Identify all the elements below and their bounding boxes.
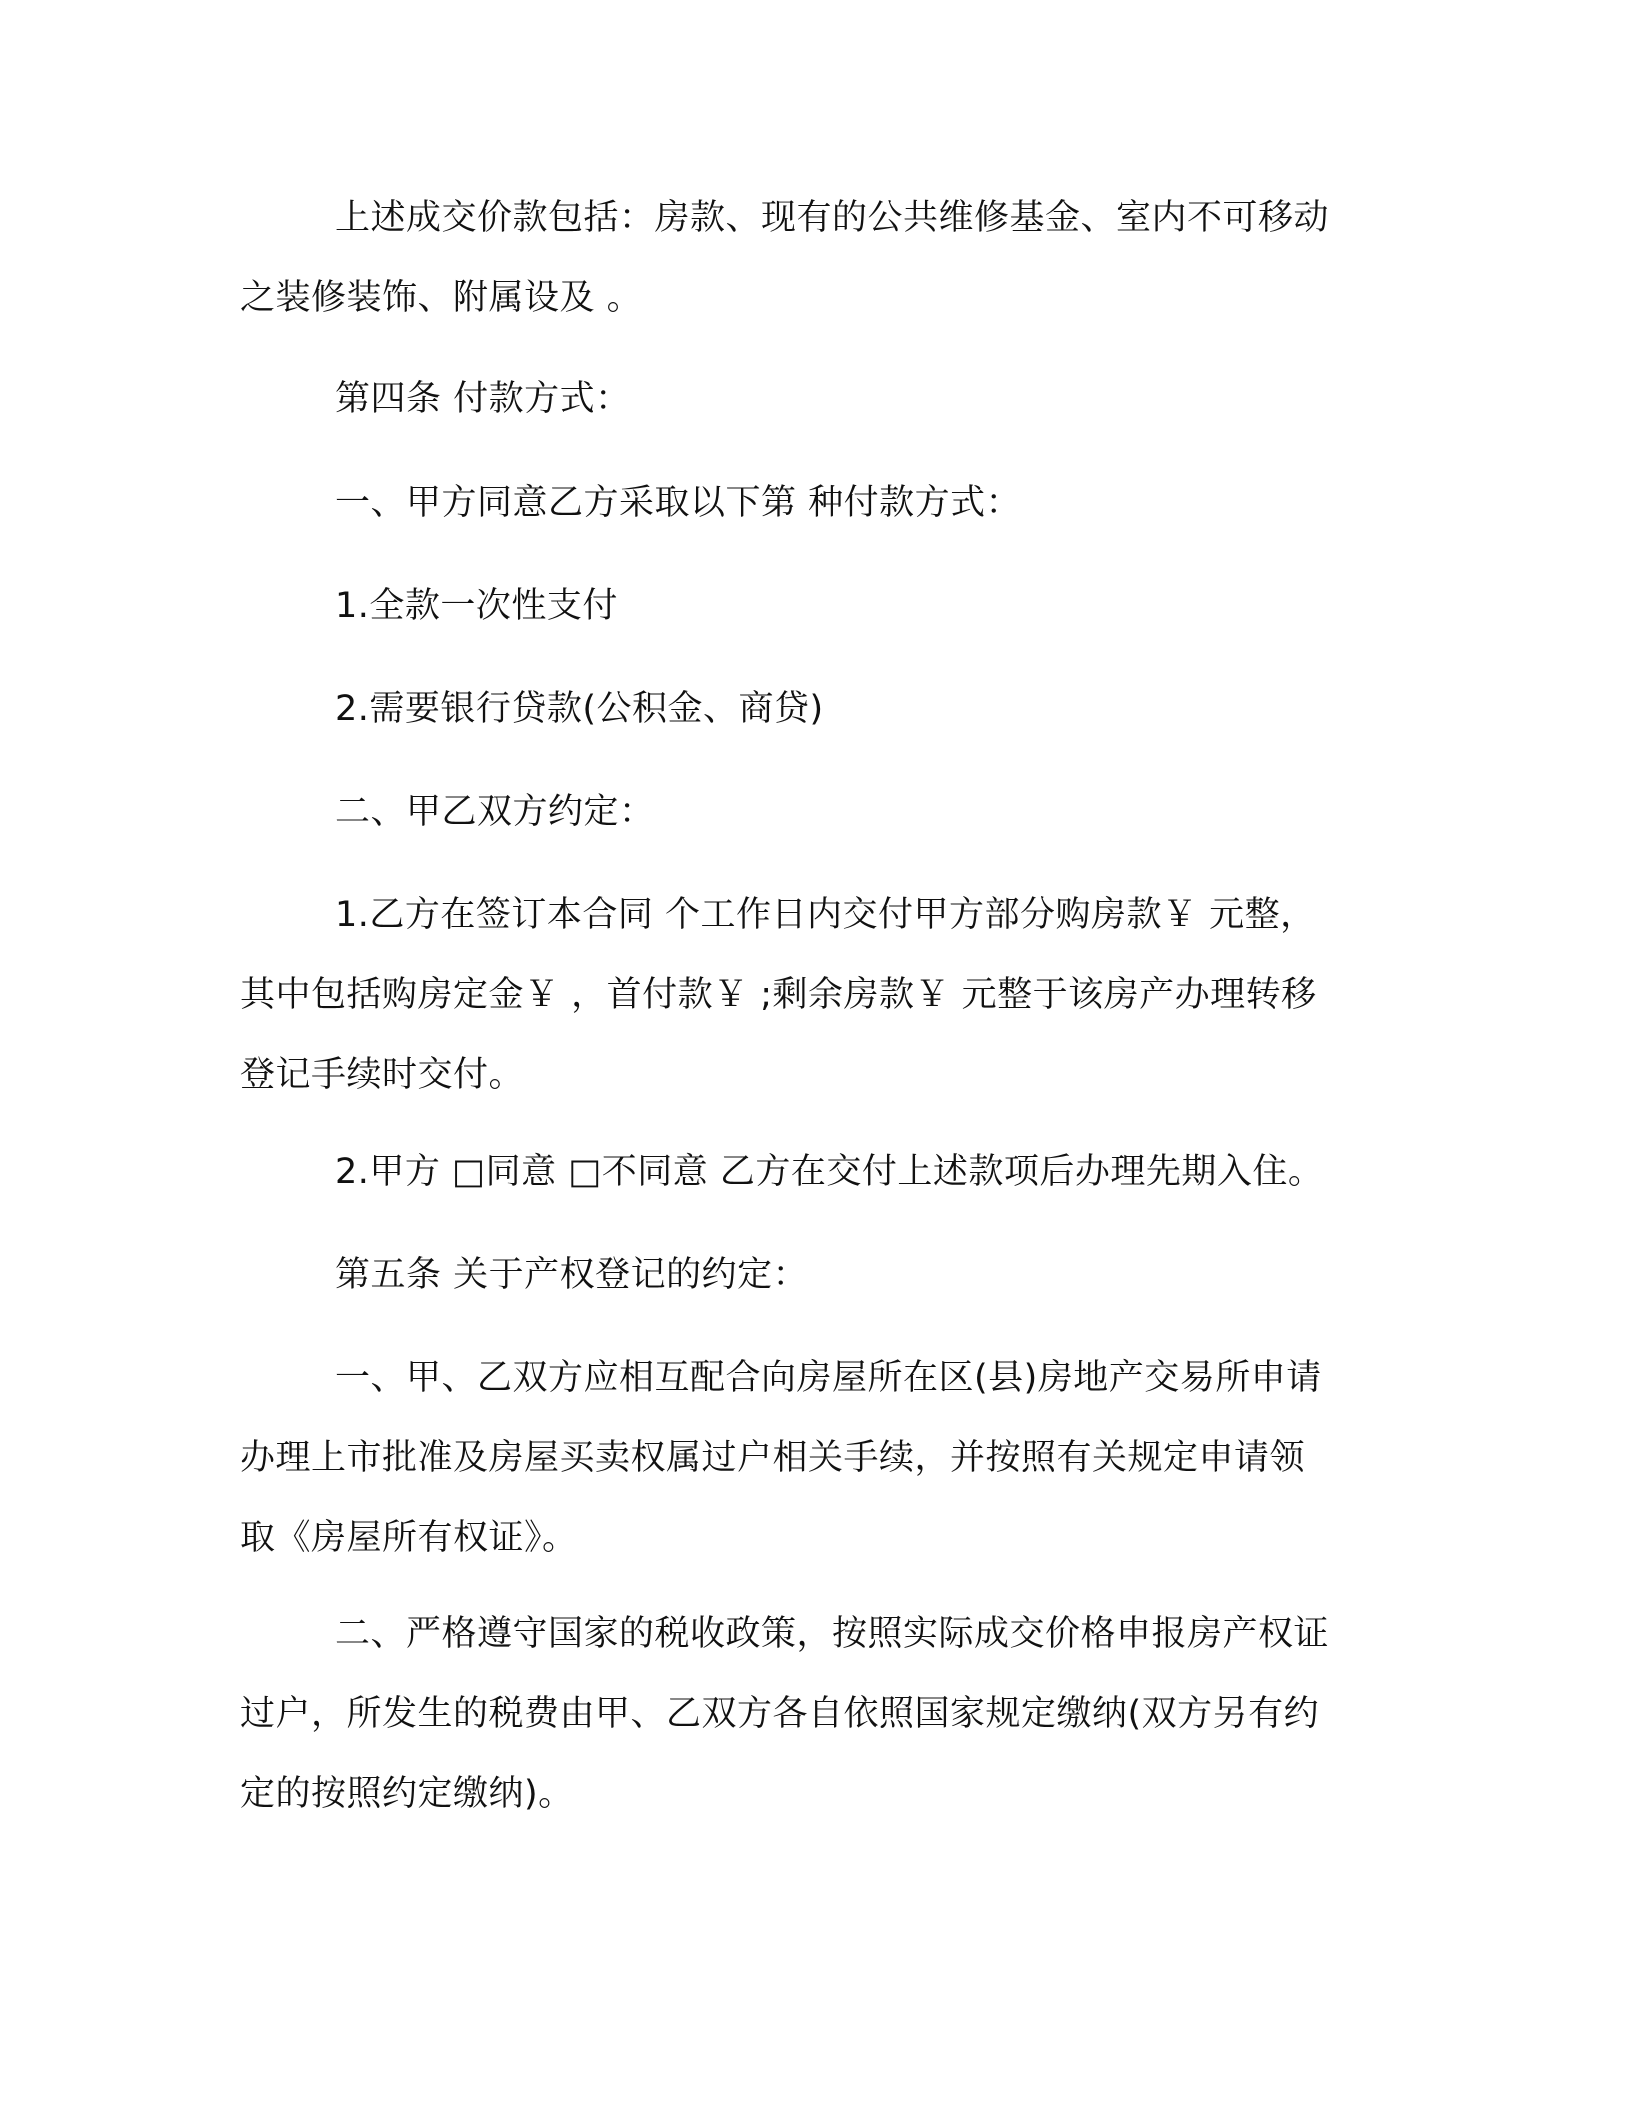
text-line: 2.甲方 □同意 □不同意 乙方在交付上述款项后办理先期入住。 xyxy=(335,1152,1324,1192)
article-5-title xyxy=(240,1235,1400,1315)
paragraph-agreement-2 xyxy=(240,1132,1400,1212)
text-line: 之装修装饰、附属设及 。 xyxy=(240,278,643,318)
text-line: 第五条 关于产权登记的约定： xyxy=(335,1255,809,1295)
paragraph-agreement-1 xyxy=(240,875,1400,1115)
text-line: 2.需要银行贷款(公积金、商贷) xyxy=(335,689,824,729)
paragraph-payment-option-1 xyxy=(240,566,1400,646)
text-line: 1.乙方在签订本合同 个工作日内交付甲方部分购房款￥ 元整， xyxy=(335,895,1316,935)
text-line: 过户，所发生的税费由甲、乙双方各自依照国家规定缴纳(双方另有约 xyxy=(240,1694,1320,1734)
paragraph-payment-option-2 xyxy=(240,669,1400,749)
text-line: 办理上市批准及房屋买卖权属过户相关手续，并按照有关规定申请领 xyxy=(240,1438,1306,1478)
text-line: 其中包括购房定金￥ ，首付款￥ ;剩余房款￥ 元整于该房产办理转移 xyxy=(240,975,1317,1015)
text-line: 一、甲方同意乙方采取以下第 种付款方式： xyxy=(335,483,1022,523)
text-line: 一、甲、乙双方应相互配合向房屋所在区(县)房地产交易所申请 xyxy=(335,1358,1322,1398)
paragraph-article-4-clause-1 xyxy=(240,463,1400,543)
text-line: 1.全款一次性支付 xyxy=(335,586,618,626)
text-line: 登记手续时交付。 xyxy=(240,1055,525,1095)
article-4-title xyxy=(240,359,1400,439)
text-line: 取《房屋所有权证》。 xyxy=(240,1518,578,1558)
paragraph-article-4-clause-2 xyxy=(240,772,1400,852)
text-line: 第四条 付款方式： xyxy=(335,379,631,419)
paragraph-article-5-clause-1 xyxy=(240,1338,1400,1578)
text-line: 二、甲乙双方约定： xyxy=(335,792,655,832)
text-line: 上述成交价款包括：房款、现有的公共维修基金、室内不可移动 xyxy=(335,198,1330,238)
text-line: 定的按照约定缴纳)。 xyxy=(240,1774,574,1814)
text-line: 二、严格遵守国家的税收政策，按照实际成交价格申报房产权证 xyxy=(335,1614,1330,1654)
paragraph-article-5-clause-2 xyxy=(240,1594,1400,1834)
paragraph-price-includes xyxy=(240,178,1400,338)
